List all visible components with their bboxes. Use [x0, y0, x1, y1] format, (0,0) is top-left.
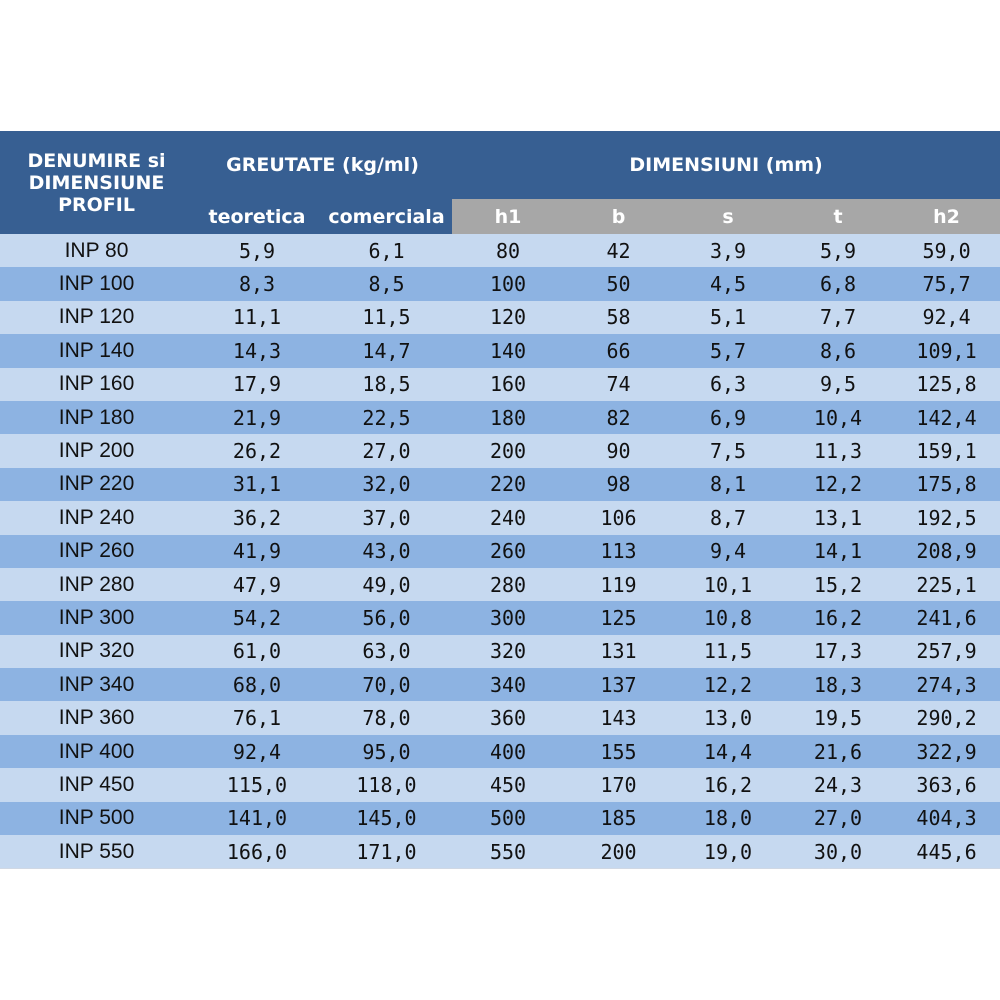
teoretica-cell: 31,1 — [193, 468, 321, 501]
h2-cell: 274,3 — [893, 668, 1000, 701]
profile-name-cell: INP 320 — [0, 635, 193, 668]
h1-cell: 320 — [452, 635, 564, 668]
h1-cell: 450 — [452, 768, 564, 801]
h1-cell: 160 — [452, 368, 564, 401]
teoretica-cell: 26,2 — [193, 434, 321, 467]
s-cell: 10,8 — [673, 601, 783, 634]
t-cell: 6,8 — [783, 267, 893, 300]
b-cell: 113 — [564, 535, 673, 568]
table-row — [0, 535, 1000, 568]
header-profile-name — [0, 131, 193, 234]
teoretica-cell: 166,0 — [193, 835, 321, 869]
t-cell: 10,4 — [783, 401, 893, 434]
comerciala-cell: 49,0 — [321, 568, 452, 601]
s-cell: 19,0 — [673, 835, 783, 869]
table-row — [0, 835, 1000, 869]
profile-name-cell: INP 340 — [0, 668, 193, 701]
table-row — [0, 434, 1000, 467]
h2-cell: 241,6 — [893, 601, 1000, 634]
h2-cell: 257,9 — [893, 635, 1000, 668]
table-row — [0, 301, 1000, 334]
profile-name-cell: INP 80 — [0, 234, 193, 267]
h1-cell: 550 — [452, 835, 564, 869]
s-cell: 16,2 — [673, 768, 783, 801]
comerciala-cell: 11,5 — [321, 301, 452, 334]
comerciala-cell: 145,0 — [321, 802, 452, 835]
h1-cell: 360 — [452, 701, 564, 734]
teoretica-cell: 36,2 — [193, 501, 321, 534]
h2-cell: 59,0 — [893, 234, 1000, 267]
profile-name-cell: INP 200 — [0, 434, 193, 467]
t-cell: 12,2 — [783, 468, 893, 501]
teoretica-cell: 54,2 — [193, 601, 321, 634]
t-cell: 17,3 — [783, 635, 893, 668]
b-cell: 125 — [564, 601, 673, 634]
teoretica-cell: 14,3 — [193, 334, 321, 367]
comerciala-cell: 78,0 — [321, 701, 452, 734]
t-cell: 16,2 — [783, 601, 893, 634]
comerciala-cell: 56,0 — [321, 601, 452, 634]
header-t: t — [783, 199, 893, 234]
t-cell: 14,1 — [783, 535, 893, 568]
b-cell: 50 — [564, 267, 673, 300]
h2-cell: 225,1 — [893, 568, 1000, 601]
header-name-line3: PROFIL — [58, 193, 135, 216]
header-s: s — [673, 199, 783, 234]
header-h1: h1 — [452, 199, 564, 234]
profile-name-cell: INP 100 — [0, 267, 193, 300]
table-row — [0, 468, 1000, 501]
t-cell: 5,9 — [783, 234, 893, 267]
t-cell: 21,6 — [783, 735, 893, 768]
s-cell: 13,0 — [673, 701, 783, 734]
b-cell: 155 — [564, 735, 673, 768]
profile-name-cell: INP 120 — [0, 301, 193, 334]
b-cell: 90 — [564, 434, 673, 467]
h1-cell: 260 — [452, 535, 564, 568]
b-cell: 58 — [564, 301, 673, 334]
profile-name-cell: INP 160 — [0, 368, 193, 401]
s-cell: 6,9 — [673, 401, 783, 434]
s-cell: 18,0 — [673, 802, 783, 835]
h2-cell: 445,6 — [893, 835, 1000, 869]
teoretica-cell: 141,0 — [193, 802, 321, 835]
profile-name-cell: INP 550 — [0, 835, 193, 869]
header-teoretica: teoretica — [193, 199, 321, 234]
table-header — [0, 131, 1000, 234]
t-cell: 18,3 — [783, 668, 893, 701]
t-cell: 9,5 — [783, 368, 893, 401]
b-cell: 82 — [564, 401, 673, 434]
comerciala-cell: 171,0 — [321, 835, 452, 869]
profile-name-cell: INP 260 — [0, 535, 193, 568]
teoretica-cell: 5,9 — [193, 234, 321, 267]
b-cell: 170 — [564, 768, 673, 801]
comerciala-cell: 8,5 — [321, 267, 452, 300]
profile-name-cell: INP 500 — [0, 802, 193, 835]
h2-cell: 142,4 — [893, 401, 1000, 434]
b-cell: 74 — [564, 368, 673, 401]
profile-name-cell: INP 140 — [0, 334, 193, 367]
h1-cell: 140 — [452, 334, 564, 367]
header-comerciala: comerciala — [321, 199, 452, 234]
teoretica-cell: 76,1 — [193, 701, 321, 734]
s-cell: 10,1 — [673, 568, 783, 601]
s-cell: 6,3 — [673, 368, 783, 401]
table-body — [0, 234, 1000, 869]
comerciala-cell: 70,0 — [321, 668, 452, 701]
header-h2: h2 — [893, 199, 1000, 234]
inp-profile-table — [0, 131, 1000, 869]
comerciala-cell: 6,1 — [321, 234, 452, 267]
table-row — [0, 802, 1000, 835]
comerciala-cell: 32,0 — [321, 468, 452, 501]
h2-cell: 363,6 — [893, 768, 1000, 801]
h1-cell: 240 — [452, 501, 564, 534]
h2-cell: 208,9 — [893, 535, 1000, 568]
h1-cell: 500 — [452, 802, 564, 835]
s-cell: 5,1 — [673, 301, 783, 334]
t-cell: 30,0 — [783, 835, 893, 869]
profile-name-cell: INP 240 — [0, 501, 193, 534]
teoretica-cell: 92,4 — [193, 735, 321, 768]
table-row — [0, 368, 1000, 401]
teoretica-cell: 115,0 — [193, 768, 321, 801]
t-cell: 11,3 — [783, 434, 893, 467]
h1-cell: 120 — [452, 301, 564, 334]
profile-name-cell: INP 360 — [0, 701, 193, 734]
s-cell: 8,1 — [673, 468, 783, 501]
table-row — [0, 635, 1000, 668]
table-row — [0, 668, 1000, 701]
table-row — [0, 401, 1000, 434]
teoretica-cell: 8,3 — [193, 267, 321, 300]
header-name-line2: DIMENSIUNE — [28, 171, 165, 194]
profile-name-cell: INP 300 — [0, 601, 193, 634]
table-row — [0, 601, 1000, 634]
b-cell: 137 — [564, 668, 673, 701]
h2-cell: 175,8 — [893, 468, 1000, 501]
h2-cell: 125,8 — [893, 368, 1000, 401]
comerciala-cell: 18,5 — [321, 368, 452, 401]
t-cell: 15,2 — [783, 568, 893, 601]
h1-cell: 400 — [452, 735, 564, 768]
comerciala-cell: 63,0 — [321, 635, 452, 668]
t-cell: 8,6 — [783, 334, 893, 367]
header-b: b — [564, 199, 673, 234]
header-weight-group: GREUTATE (kg/ml) — [193, 131, 452, 199]
comerciala-cell: 27,0 — [321, 434, 452, 467]
h1-cell: 300 — [452, 601, 564, 634]
t-cell: 27,0 — [783, 802, 893, 835]
s-cell: 14,4 — [673, 735, 783, 768]
b-cell: 131 — [564, 635, 673, 668]
h2-cell: 109,1 — [893, 334, 1000, 367]
teoretica-cell: 17,9 — [193, 368, 321, 401]
h1-cell: 100 — [452, 267, 564, 300]
b-cell: 42 — [564, 234, 673, 267]
t-cell: 7,7 — [783, 301, 893, 334]
comerciala-cell: 22,5 — [321, 401, 452, 434]
teoretica-cell: 47,9 — [193, 568, 321, 601]
header-name-line1: DENUMIRE si — [27, 149, 166, 172]
teoretica-cell: 68,0 — [193, 668, 321, 701]
table-row — [0, 735, 1000, 768]
b-cell: 106 — [564, 501, 673, 534]
comerciala-cell: 37,0 — [321, 501, 452, 534]
s-cell: 11,5 — [673, 635, 783, 668]
h1-cell: 180 — [452, 401, 564, 434]
s-cell: 4,5 — [673, 267, 783, 300]
h2-cell: 92,4 — [893, 301, 1000, 334]
h2-cell: 322,9 — [893, 735, 1000, 768]
t-cell: 24,3 — [783, 768, 893, 801]
t-cell: 19,5 — [783, 701, 893, 734]
b-cell: 66 — [564, 334, 673, 367]
b-cell: 98 — [564, 468, 673, 501]
table-row — [0, 701, 1000, 734]
teoretica-cell: 61,0 — [193, 635, 321, 668]
table-row — [0, 267, 1000, 300]
h1-cell: 280 — [452, 568, 564, 601]
teoretica-cell: 11,1 — [193, 301, 321, 334]
comerciala-cell: 14,7 — [321, 334, 452, 367]
table-row — [0, 334, 1000, 367]
table-row — [0, 768, 1000, 801]
s-cell: 3,9 — [673, 234, 783, 267]
b-cell: 185 — [564, 802, 673, 835]
h1-cell: 200 — [452, 434, 564, 467]
profile-name-cell: INP 280 — [0, 568, 193, 601]
teoretica-cell: 41,9 — [193, 535, 321, 568]
s-cell: 8,7 — [673, 501, 783, 534]
b-cell: 200 — [564, 835, 673, 869]
t-cell: 13,1 — [783, 501, 893, 534]
b-cell: 143 — [564, 701, 673, 734]
h2-cell: 75,7 — [893, 267, 1000, 300]
comerciala-cell: 118,0 — [321, 768, 452, 801]
header-dimension-group: DIMENSIUNI (mm) — [452, 131, 1000, 199]
table-row — [0, 501, 1000, 534]
teoretica-cell: 21,9 — [193, 401, 321, 434]
h1-cell: 340 — [452, 668, 564, 701]
profile-name-cell: INP 450 — [0, 768, 193, 801]
table-row — [0, 568, 1000, 601]
b-cell: 119 — [564, 568, 673, 601]
h2-cell: 192,5 — [893, 501, 1000, 534]
h2-cell: 159,1 — [893, 434, 1000, 467]
h2-cell: 290,2 — [893, 701, 1000, 734]
comerciala-cell: 43,0 — [321, 535, 452, 568]
s-cell: 12,2 — [673, 668, 783, 701]
profile-name-cell: INP 220 — [0, 468, 193, 501]
profile-name-cell: INP 180 — [0, 401, 193, 434]
s-cell: 5,7 — [673, 334, 783, 367]
table-row — [0, 234, 1000, 267]
comerciala-cell: 95,0 — [321, 735, 452, 768]
h1-cell: 220 — [452, 468, 564, 501]
s-cell: 9,4 — [673, 535, 783, 568]
profile-name-cell: INP 400 — [0, 735, 193, 768]
h1-cell: 80 — [452, 234, 564, 267]
s-cell: 7,5 — [673, 434, 783, 467]
h2-cell: 404,3 — [893, 802, 1000, 835]
